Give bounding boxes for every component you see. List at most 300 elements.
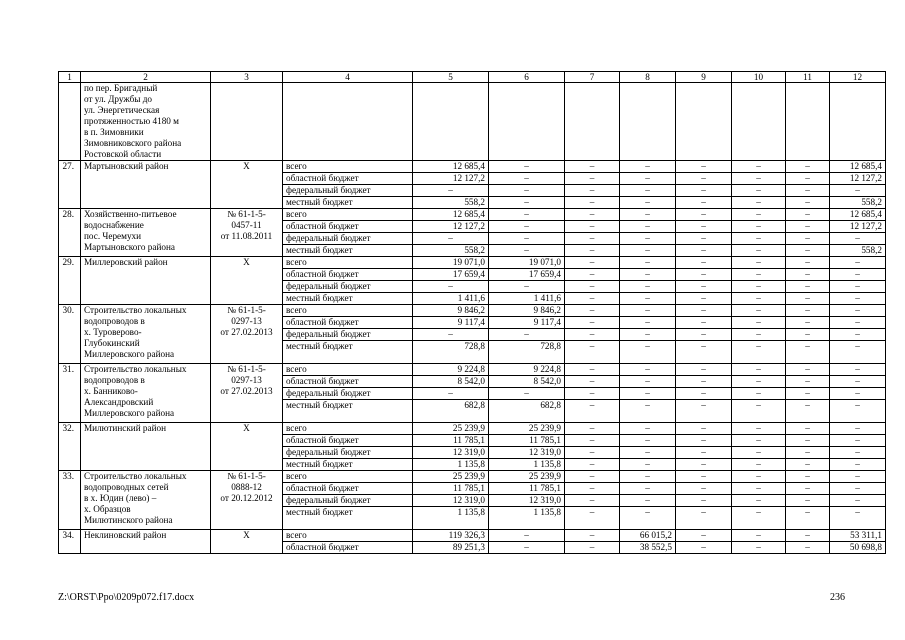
budget-label: федеральный бюджет	[283, 281, 413, 293]
object-name-line: водопроводов в	[84, 316, 145, 326]
value-cell: –	[732, 447, 786, 459]
value-cell: –	[830, 293, 886, 305]
column-header: 12	[830, 72, 886, 83]
budget-label: всего	[283, 471, 413, 483]
value-cell: –	[786, 221, 830, 233]
column-header: 4	[283, 72, 413, 83]
value-cell: 66 015,2	[620, 530, 676, 542]
object-name-line: Строительство локальных	[84, 471, 187, 481]
value-cell: –	[620, 161, 676, 173]
value-cell: –	[830, 435, 886, 447]
value-cell: –	[676, 245, 732, 257]
budget-label: федеральный бюджет	[283, 447, 413, 459]
document-cell	[211, 161, 283, 209]
value-cell: –	[676, 269, 732, 281]
value-cell: 558,2	[830, 245, 886, 257]
value-cell: 119 326,3	[413, 530, 489, 542]
footer-page-number: 236	[830, 592, 845, 603]
continuation-row	[59, 83, 886, 161]
value-cell: –	[489, 161, 565, 173]
table-row	[59, 257, 886, 269]
document-line: 0297-13	[231, 316, 262, 326]
value-cell: –	[620, 209, 676, 221]
value-cell: 25 239,9	[489, 423, 565, 435]
value-cell: 9 224,8	[413, 364, 489, 376]
value-cell: –	[620, 507, 676, 530]
value-cell: –	[732, 269, 786, 281]
value-cell: –	[732, 185, 786, 197]
value-cell: –	[676, 209, 732, 221]
value-cell: –	[830, 257, 886, 269]
value-cell: –	[786, 245, 830, 257]
empty-cell	[676, 83, 732, 161]
value-cell: –	[676, 459, 732, 471]
value-cell: –	[565, 197, 620, 209]
value-cell: –	[565, 173, 620, 185]
value-cell: 558,2	[413, 197, 489, 209]
empty-cell	[211, 83, 283, 161]
value-cell: –	[732, 435, 786, 447]
document-line: 0888-12	[231, 482, 262, 492]
value-cell: 9 117,4	[489, 317, 565, 329]
document-line: № 61-1-5-	[227, 305, 266, 315]
value-cell: 1 411,6	[413, 293, 489, 305]
value-cell: –	[732, 209, 786, 221]
value-cell: –	[565, 161, 620, 173]
budget-label: местный бюджет	[283, 400, 413, 423]
value-cell: –	[732, 281, 786, 293]
value-cell: –	[676, 376, 732, 388]
value-cell: –	[413, 185, 489, 197]
value-cell: –	[732, 257, 786, 269]
budget-label: федеральный бюджет	[283, 329, 413, 341]
value-cell: 12 127,2	[413, 173, 489, 185]
value-cell: –	[786, 305, 830, 317]
value-cell: –	[786, 293, 830, 305]
value-cell: –	[565, 376, 620, 388]
value-cell: –	[786, 269, 830, 281]
value-cell: –	[830, 281, 886, 293]
column-header: 11	[786, 72, 830, 83]
object-name-line: от ул. Дружбы до	[84, 94, 153, 104]
column-header: 8	[620, 72, 676, 83]
value-cell: –	[413, 233, 489, 245]
budget-label: местный бюджет	[283, 341, 413, 364]
empty-cell	[620, 83, 676, 161]
document-cell	[211, 305, 283, 364]
value-cell: –	[565, 329, 620, 341]
budget-label: областной бюджет	[283, 269, 413, 281]
value-cell: –	[565, 400, 620, 423]
value-cell: –	[565, 281, 620, 293]
value-cell: –	[732, 364, 786, 376]
row-number: 27.	[59, 161, 81, 209]
value-cell: –	[676, 483, 732, 495]
value-cell: –	[489, 197, 565, 209]
column-header: 7	[565, 72, 620, 83]
object-name-line: Александровский	[84, 397, 154, 407]
table-row	[59, 364, 886, 376]
column-header: 2	[81, 72, 211, 83]
object-name-line: по пер. Бригадный	[84, 83, 158, 93]
object-name-cell	[81, 530, 211, 554]
column-header: 10	[732, 72, 786, 83]
object-name-line: водопроводных сетей	[84, 482, 169, 492]
value-cell: –	[676, 471, 732, 483]
object-name-line: Милютинского района	[84, 515, 173, 525]
row-number: 32.	[59, 423, 81, 471]
value-cell: 50 698,8	[830, 542, 886, 554]
value-cell: –	[565, 364, 620, 376]
object-name-line: пос. Черемухи	[84, 231, 142, 241]
object-name-line: Мартыновский район	[84, 161, 169, 171]
empty-cell	[413, 83, 489, 161]
object-name-line: х. Образцов	[84, 504, 131, 514]
budget-label: местный бюджет	[283, 245, 413, 257]
object-name-line: в п. Зимовники	[84, 127, 144, 137]
value-cell: 12 319,0	[413, 495, 489, 507]
value-cell: –	[489, 530, 565, 542]
document-line: 0297-13	[231, 375, 262, 385]
value-cell: 12 685,4	[830, 161, 886, 173]
object-name-line: х. Банниково-	[84, 386, 138, 396]
value-cell: 558,2	[830, 197, 886, 209]
value-cell: –	[732, 471, 786, 483]
value-cell: –	[676, 185, 732, 197]
value-cell: –	[676, 173, 732, 185]
budget-label: областной бюджет	[283, 376, 413, 388]
value-cell: –	[565, 257, 620, 269]
value-cell: –	[565, 495, 620, 507]
budget-label: федеральный бюджет	[283, 185, 413, 197]
header-row	[59, 72, 886, 83]
value-cell: 12 127,2	[830, 221, 886, 233]
value-cell: 8 542,0	[489, 376, 565, 388]
value-cell: –	[786, 495, 830, 507]
value-cell: –	[786, 364, 830, 376]
value-cell: –	[676, 317, 732, 329]
value-cell: 9 224,8	[489, 364, 565, 376]
value-cell: –	[830, 447, 886, 459]
object-name-cell	[81, 161, 211, 209]
value-cell: –	[620, 388, 676, 400]
value-cell: –	[830, 233, 886, 245]
value-cell: –	[732, 293, 786, 305]
object-name-line: Миллеровского района	[84, 408, 175, 418]
value-cell: –	[732, 173, 786, 185]
value-cell: –	[830, 495, 886, 507]
value-cell: 1 135,8	[413, 459, 489, 471]
value-cell: –	[732, 161, 786, 173]
value-cell: –	[565, 317, 620, 329]
value-cell: –	[565, 388, 620, 400]
document-line: 0457-11	[231, 220, 262, 230]
row-number: 34.	[59, 530, 81, 554]
value-cell: –	[676, 435, 732, 447]
value-cell: –	[830, 269, 886, 281]
document-cell	[211, 257, 283, 305]
value-cell: –	[732, 423, 786, 435]
value-cell: 1 135,8	[489, 507, 565, 530]
budget-label: областной бюджет	[283, 435, 413, 447]
value-cell: –	[732, 245, 786, 257]
column-header: 6	[489, 72, 565, 83]
value-cell: –	[489, 221, 565, 233]
empty-cell	[732, 83, 786, 161]
value-cell: 1 135,8	[413, 507, 489, 530]
table-row	[59, 471, 886, 483]
value-cell: –	[786, 197, 830, 209]
value-cell: –	[620, 400, 676, 423]
document-cell	[211, 209, 283, 257]
value-cell: –	[413, 329, 489, 341]
table-row	[59, 209, 886, 221]
value-cell: –	[676, 221, 732, 233]
value-cell: –	[620, 293, 676, 305]
document-line: Х	[243, 161, 250, 171]
object-name-cell	[81, 423, 211, 471]
document-line: Х	[243, 530, 250, 540]
value-cell: –	[732, 542, 786, 554]
value-cell: –	[620, 364, 676, 376]
value-cell: –	[786, 542, 830, 554]
value-cell: 12 127,2	[830, 173, 886, 185]
document-line: от 27.02.2013	[220, 327, 273, 337]
value-cell: –	[732, 388, 786, 400]
value-cell: 728,8	[489, 341, 565, 364]
value-cell: –	[620, 221, 676, 233]
value-cell: –	[620, 495, 676, 507]
budget-label: местный бюджет	[283, 459, 413, 471]
value-cell: 12 319,0	[489, 447, 565, 459]
value-cell: 9 117,4	[413, 317, 489, 329]
value-cell: –	[830, 364, 886, 376]
document-line: Х	[243, 257, 250, 267]
value-cell: 558,2	[413, 245, 489, 257]
object-name-line: Зимовниковского района	[84, 138, 182, 148]
value-cell: –	[565, 507, 620, 530]
value-cell: –	[620, 257, 676, 269]
budget-label: областной бюджет	[283, 173, 413, 185]
document-cell	[211, 423, 283, 471]
value-cell: –	[676, 495, 732, 507]
value-cell: –	[786, 329, 830, 341]
value-cell: 1 411,6	[489, 293, 565, 305]
value-cell: –	[620, 471, 676, 483]
document-line: от 27.02.2013	[220, 386, 273, 396]
column-header: 3	[211, 72, 283, 83]
object-name-line: протяженностью 4180 м	[84, 116, 179, 126]
value-cell: –	[676, 364, 732, 376]
value-cell: –	[676, 281, 732, 293]
value-cell: –	[830, 376, 886, 388]
object-name-line: Мартыновского района	[84, 242, 175, 252]
empty-cell	[59, 83, 81, 161]
value-cell: –	[565, 269, 620, 281]
value-cell: –	[676, 293, 732, 305]
value-cell: 12 127,2	[413, 221, 489, 233]
value-cell: –	[565, 447, 620, 459]
value-cell: –	[620, 197, 676, 209]
object-name-cell	[81, 364, 211, 423]
object-name-line: Миллеровского района	[84, 349, 175, 359]
value-cell: 728,8	[413, 341, 489, 364]
object-name-line: Милютинский район	[84, 423, 167, 433]
value-cell: –	[565, 293, 620, 305]
budget-label: федеральный бюджет	[283, 388, 413, 400]
value-cell: 25 239,9	[413, 423, 489, 435]
value-cell: –	[565, 542, 620, 554]
value-cell: –	[676, 233, 732, 245]
value-cell: –	[786, 317, 830, 329]
value-cell: –	[732, 507, 786, 530]
value-cell: –	[786, 483, 830, 495]
value-cell: –	[565, 209, 620, 221]
object-name-cell	[81, 471, 211, 530]
object-name-line: ул. Энергетическая	[84, 105, 160, 115]
value-cell: 53 311,1	[830, 530, 886, 542]
value-cell: –	[786, 341, 830, 364]
value-cell: –	[830, 341, 886, 364]
object-name-cell	[81, 83, 211, 161]
object-name-line: водопроводов в	[84, 375, 145, 385]
value-cell: –	[732, 341, 786, 364]
value-cell: 12 685,4	[413, 161, 489, 173]
value-cell: –	[676, 257, 732, 269]
value-cell: –	[565, 233, 620, 245]
value-cell: –	[830, 400, 886, 423]
document-cell	[211, 530, 283, 554]
value-cell: 682,8	[489, 400, 565, 423]
document-line: № 61-1-5-	[227, 209, 266, 219]
value-cell: –	[620, 245, 676, 257]
object-name-line: Неклиновский район	[84, 530, 167, 540]
value-cell: 38 552,5	[620, 542, 676, 554]
value-cell: –	[676, 329, 732, 341]
value-cell: –	[489, 245, 565, 257]
value-cell: 8 542,0	[413, 376, 489, 388]
budget-label: всего	[283, 364, 413, 376]
value-cell: –	[786, 257, 830, 269]
column-header: 1	[59, 72, 81, 83]
value-cell: 12 685,4	[413, 209, 489, 221]
value-cell: –	[786, 435, 830, 447]
value-cell: –	[620, 173, 676, 185]
budget-label: областной бюджет	[283, 221, 413, 233]
value-cell: –	[620, 269, 676, 281]
value-cell: –	[786, 388, 830, 400]
value-cell: –	[676, 542, 732, 554]
budget-label: областной бюджет	[283, 542, 413, 554]
value-cell: –	[786, 173, 830, 185]
value-cell: –	[489, 281, 565, 293]
budget-label: всего	[283, 530, 413, 542]
value-cell: –	[786, 447, 830, 459]
value-cell: 11 785,1	[413, 483, 489, 495]
value-cell: 9 846,2	[413, 305, 489, 317]
value-cell: –	[565, 185, 620, 197]
value-cell: 19 071,0	[413, 257, 489, 269]
value-cell: 17 659,4	[413, 269, 489, 281]
value-cell: 11 785,1	[413, 435, 489, 447]
value-cell: –	[620, 447, 676, 459]
table-row	[59, 423, 886, 435]
object-name-line: х. Туроверово-	[84, 327, 142, 337]
value-cell: –	[413, 281, 489, 293]
value-cell: –	[565, 471, 620, 483]
object-name-line: Глубокинский	[84, 338, 140, 348]
document-line: от 20.12.2012	[220, 493, 273, 503]
document-line: Х	[243, 423, 250, 433]
value-cell: –	[676, 305, 732, 317]
value-cell: 89 251,3	[413, 542, 489, 554]
value-cell: 11 785,1	[489, 483, 565, 495]
value-cell: –	[676, 388, 732, 400]
value-cell: –	[413, 388, 489, 400]
document-line: № 61-1-5-	[227, 364, 266, 374]
value-cell: –	[830, 185, 886, 197]
budget-label: всего	[283, 423, 413, 435]
object-name-line: Строительство локальных	[84, 364, 187, 374]
budget-label: всего	[283, 161, 413, 173]
value-cell: –	[732, 305, 786, 317]
value-cell: –	[732, 329, 786, 341]
value-cell: 9 846,2	[489, 305, 565, 317]
value-cell: –	[676, 447, 732, 459]
value-cell: –	[676, 423, 732, 435]
value-cell: –	[732, 400, 786, 423]
value-cell: –	[620, 341, 676, 364]
budget-label: всего	[283, 209, 413, 221]
value-cell: –	[620, 233, 676, 245]
value-cell: –	[676, 530, 732, 542]
value-cell: –	[830, 471, 886, 483]
value-cell: –	[786, 233, 830, 245]
document-line: № 61-1-5-	[227, 471, 266, 481]
value-cell: –	[786, 209, 830, 221]
column-header: 9	[676, 72, 732, 83]
value-cell: –	[676, 341, 732, 364]
object-name-line: Ростовской области	[84, 149, 162, 159]
table-row	[59, 530, 886, 542]
object-name-cell	[81, 257, 211, 305]
value-cell: –	[565, 530, 620, 542]
value-cell: 17 659,4	[489, 269, 565, 281]
value-cell: –	[830, 317, 886, 329]
value-cell: –	[732, 233, 786, 245]
value-cell: –	[732, 459, 786, 471]
value-cell: –	[565, 341, 620, 364]
value-cell: –	[489, 185, 565, 197]
value-cell: –	[676, 197, 732, 209]
row-number: 33.	[59, 471, 81, 530]
value-cell: –	[676, 507, 732, 530]
value-cell: –	[620, 459, 676, 471]
value-cell: –	[786, 423, 830, 435]
column-header: 5	[413, 72, 489, 83]
empty-cell	[283, 83, 413, 161]
value-cell: –	[620, 329, 676, 341]
value-cell: –	[786, 281, 830, 293]
value-cell: –	[620, 376, 676, 388]
value-cell: –	[489, 542, 565, 554]
value-cell: –	[732, 197, 786, 209]
value-cell: 12 319,0	[413, 447, 489, 459]
budget-label: федеральный бюджет	[283, 233, 413, 245]
object-name-line: в х. Юдин (лево) –	[84, 493, 157, 503]
row-number: 31.	[59, 364, 81, 423]
value-cell: –	[830, 483, 886, 495]
